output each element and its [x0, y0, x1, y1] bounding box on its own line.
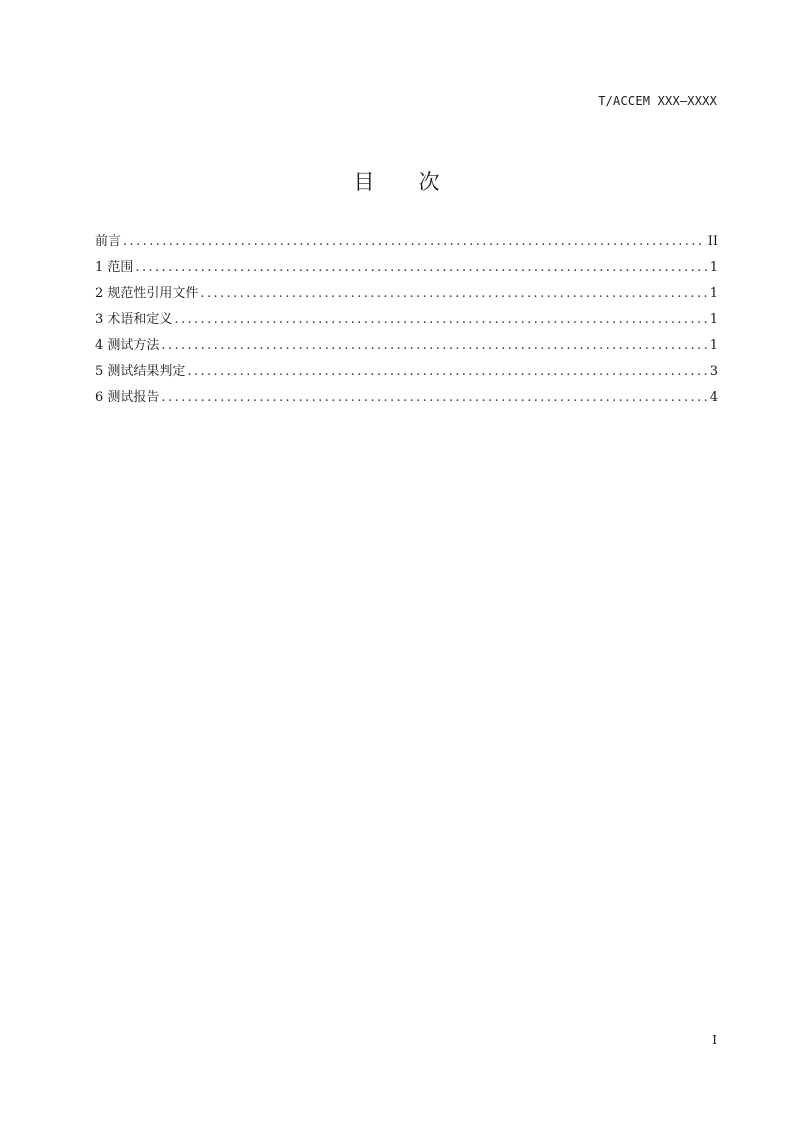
- toc-entry-label: 6 测试报告: [95, 390, 160, 405]
- toc-entry-test-methods[interactable]: [95, 336, 718, 362]
- toc-entry-label: 2 规范性引用文件: [95, 286, 199, 301]
- toc-leader-dots: [161, 336, 707, 356]
- toc-list: [95, 232, 718, 414]
- toc-leader-dots: [161, 388, 707, 408]
- toc-entry-page: 1: [709, 260, 718, 275]
- toc-entry-page: 1: [709, 286, 718, 301]
- toc-title: [0, 166, 793, 196]
- toc-entry-page: II: [707, 234, 718, 249]
- toc-entry-label: 5 测试结果判定: [95, 364, 186, 379]
- toc-entry-label: 3 术语和定义: [95, 312, 173, 327]
- toc-title-part2: 次: [418, 170, 440, 194]
- toc-entry-scope[interactable]: [95, 258, 718, 284]
- toc-entry-foreword[interactable]: [95, 232, 718, 258]
- toc-entry-page: 1: [709, 338, 718, 353]
- toc-leader-dots: [187, 362, 707, 382]
- toc-title-part1: 目: [353, 170, 375, 194]
- toc-entry-label: 1 范围: [95, 260, 134, 275]
- toc-entry-terms-definitions[interactable]: [95, 310, 718, 336]
- toc-entry-result-judgment[interactable]: [95, 362, 718, 388]
- toc-entry-page: 3: [709, 364, 718, 379]
- toc-entry-test-report[interactable]: [95, 388, 718, 414]
- toc-entry-page: 1: [709, 312, 718, 327]
- toc-leader-dots: [200, 284, 707, 304]
- toc-entry-label: 4 测试方法: [95, 338, 160, 353]
- document-code: T/ACCEM XXX—XXXX: [598, 94, 717, 108]
- toc-entry-label: 前言: [95, 234, 122, 249]
- page-number: I: [712, 1033, 717, 1047]
- toc-leader-dots: [135, 258, 707, 278]
- toc-leader-dots: [174, 310, 707, 330]
- toc-leader-dots: [123, 232, 706, 252]
- toc-entry-page: 4: [709, 390, 718, 405]
- toc-entry-normative-references[interactable]: [95, 284, 718, 310]
